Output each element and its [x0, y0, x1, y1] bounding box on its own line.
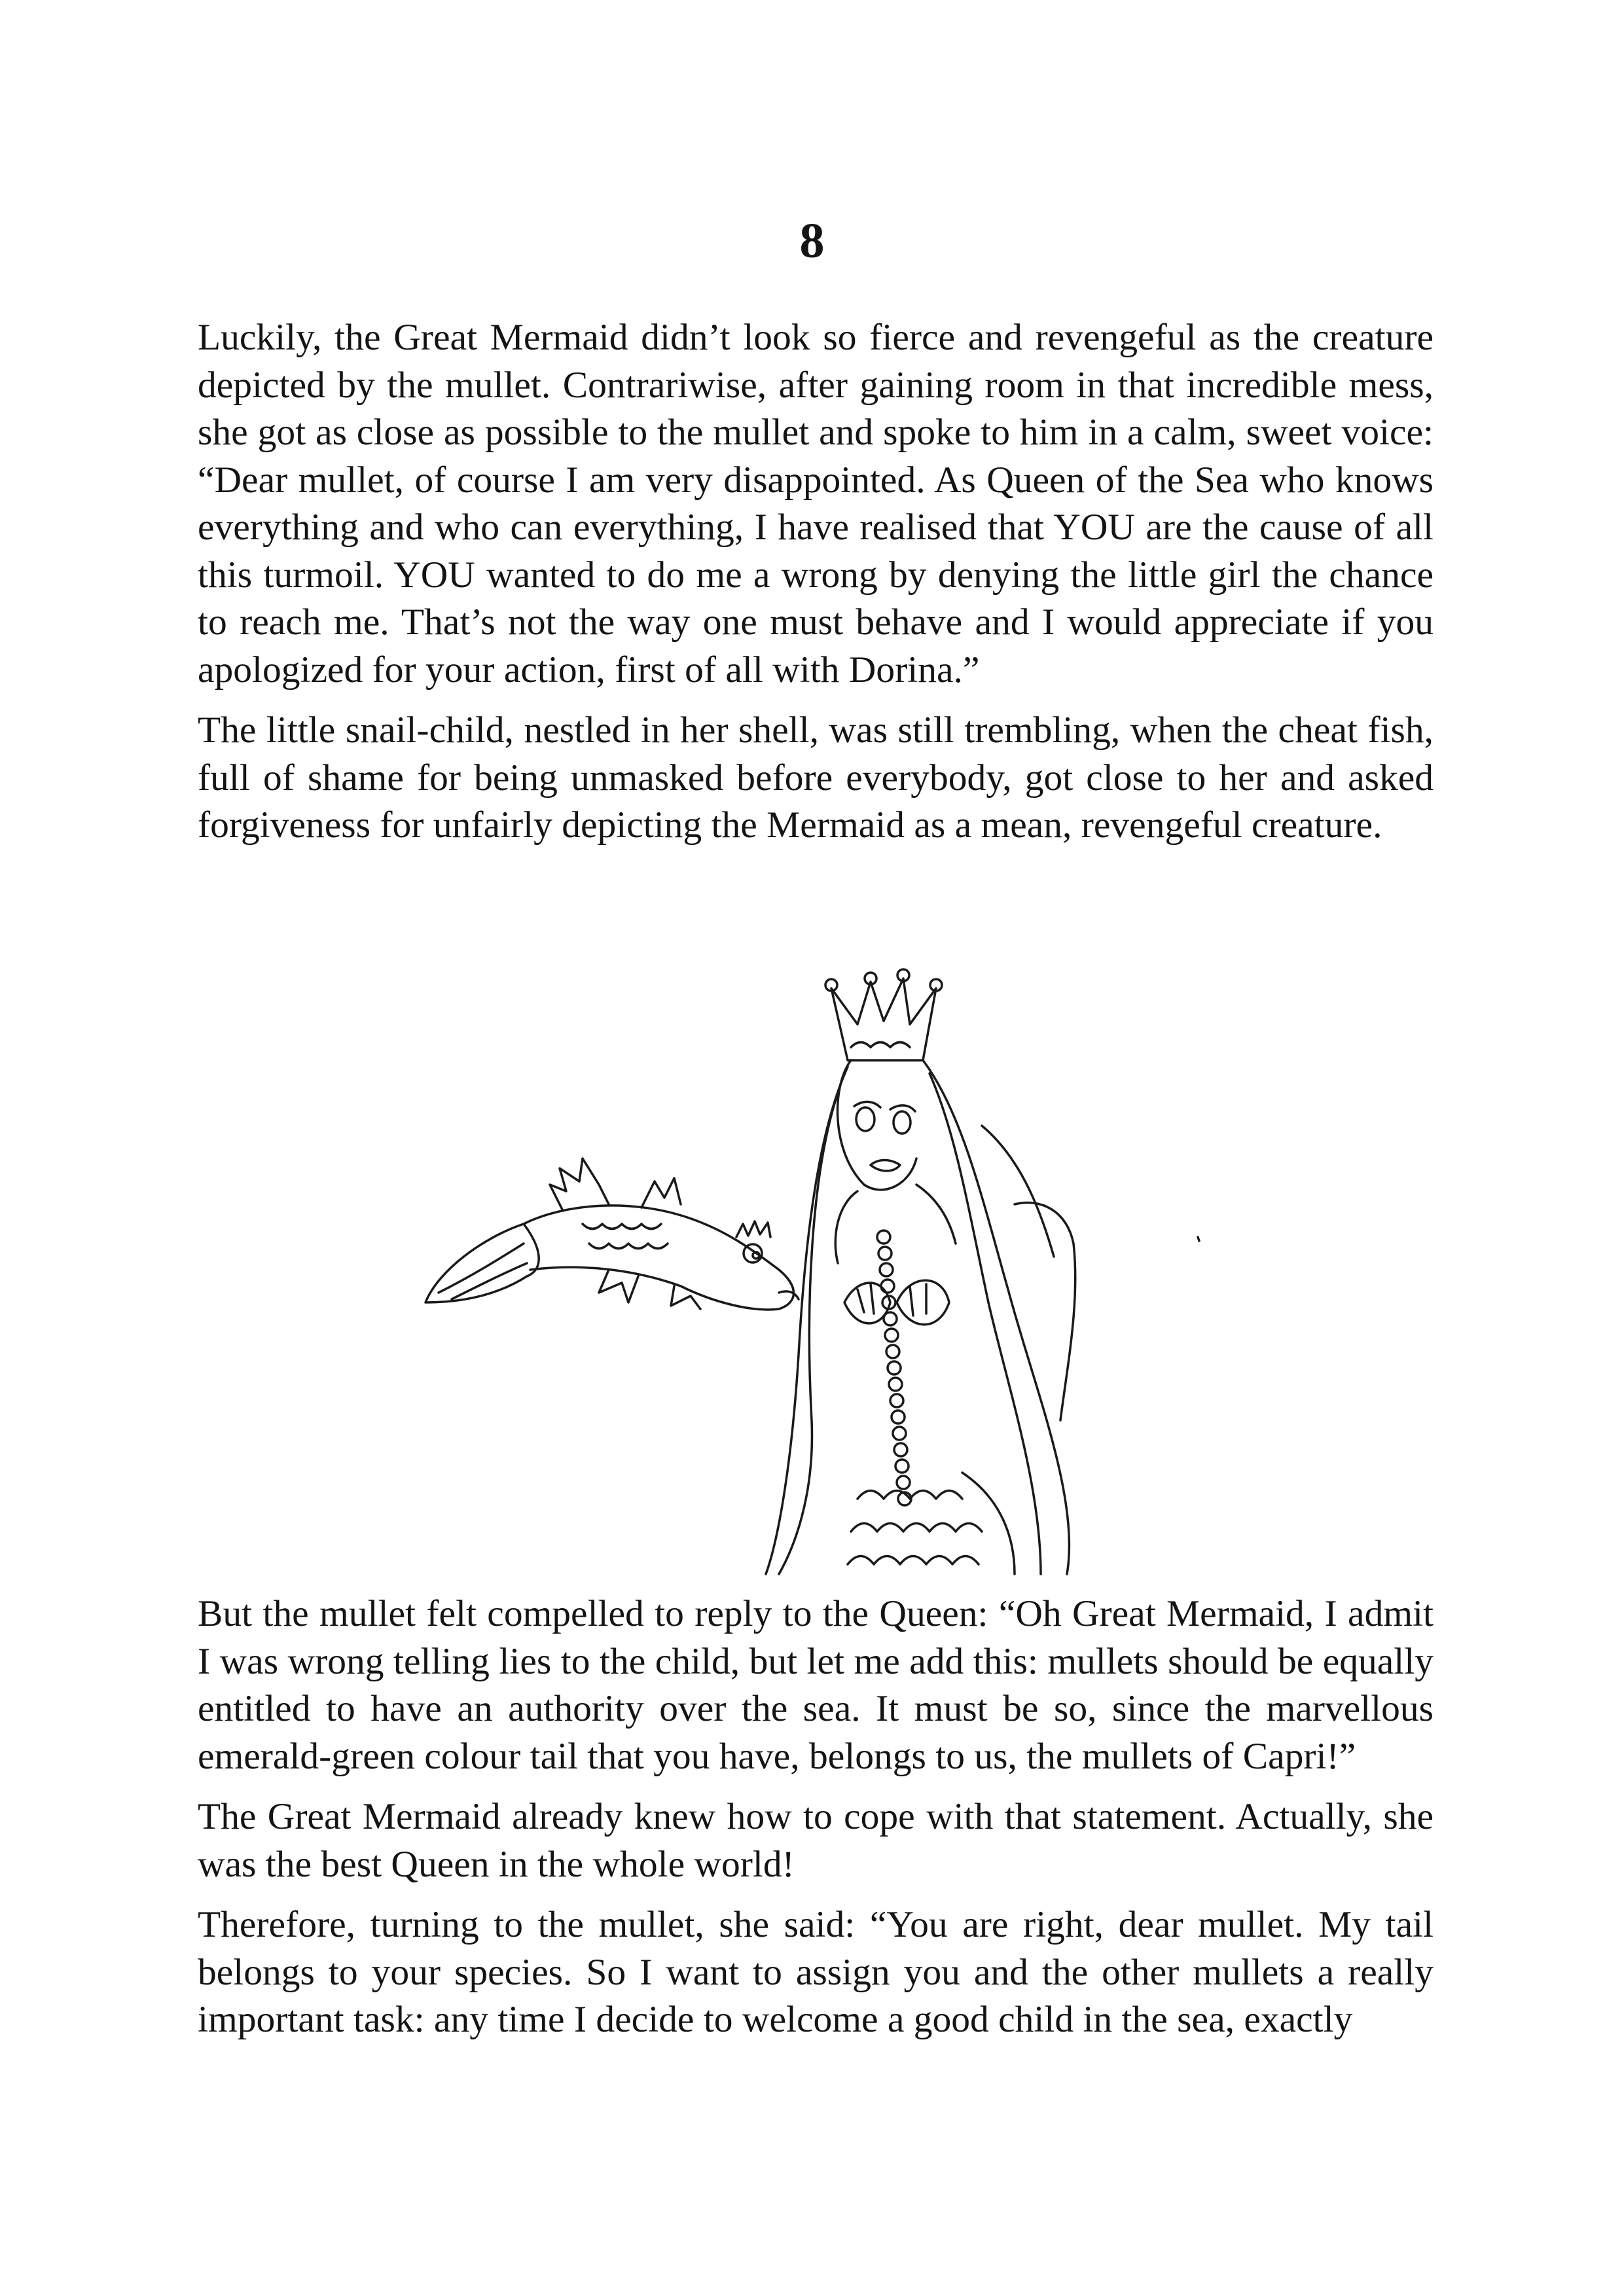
- line-drawing: [412, 962, 1237, 1577]
- mermaid-queen-drawing: [766, 969, 1199, 1574]
- paragraph: But the mullet felt compelled to reply to the Queen: “Oh Great Mermaid, I admit I was wrong telling lies to the child, but let me add this: mullets should be equally entitled to have an authority over the sea. It must be so, since the marvellous emerald-green colour tail that you have, belongs to us, the mullets of Capri!”: [198, 1593, 1434, 1777]
- paragraph: Luckily, the Great Mermaid didn’t look so fierce and revengeful as the creature depicted by the mullet. Contrariwise, after gaining room in that incredible mess, she got as close as possible to the mullet and spoke to him in a calm, sweet voice: “Dear mullet, of course I am very disappointed. As Queen of the Sea who knows everything and who can everything, I have realised that YOU are the cause of all this turmoil. YOU wanted to do me a wrong by denying the little girl the chance to reach me. That’s not the way one must behave and I would appreciate if you apologized for your action, first of all with Dorina.”: [198, 317, 1434, 691]
- mermaid-and-mullet-illustration: [412, 962, 1237, 1577]
- paragraph: Therefore, turning to the mullet, she said: “You are right, dear mullet. My tail belongs to your species. So I want to assign you and the other mullets a really important task: any time I decide to welcome a good child in the sea, exactly: [198, 1904, 1434, 2040]
- chapter-number: 8: [799, 213, 825, 268]
- mullet-fish-drawing: [425, 1158, 799, 1310]
- text-block-top: [198, 314, 1434, 850]
- paragraph: The Great Mermaid already knew how to cope with that statement. Actually, she was the best Queen in the whole world!: [198, 1796, 1434, 1885]
- paragraph: The little snail-child, nestled in her shell, was still trembling, when the cheat fish, full of shame for being unmasked before everybody, got close to her and asked forgiveness for unfairly depicting the Mermaid as a mean, revengeful creature.: [198, 709, 1434, 846]
- text-block-bottom: [198, 1590, 1434, 2044]
